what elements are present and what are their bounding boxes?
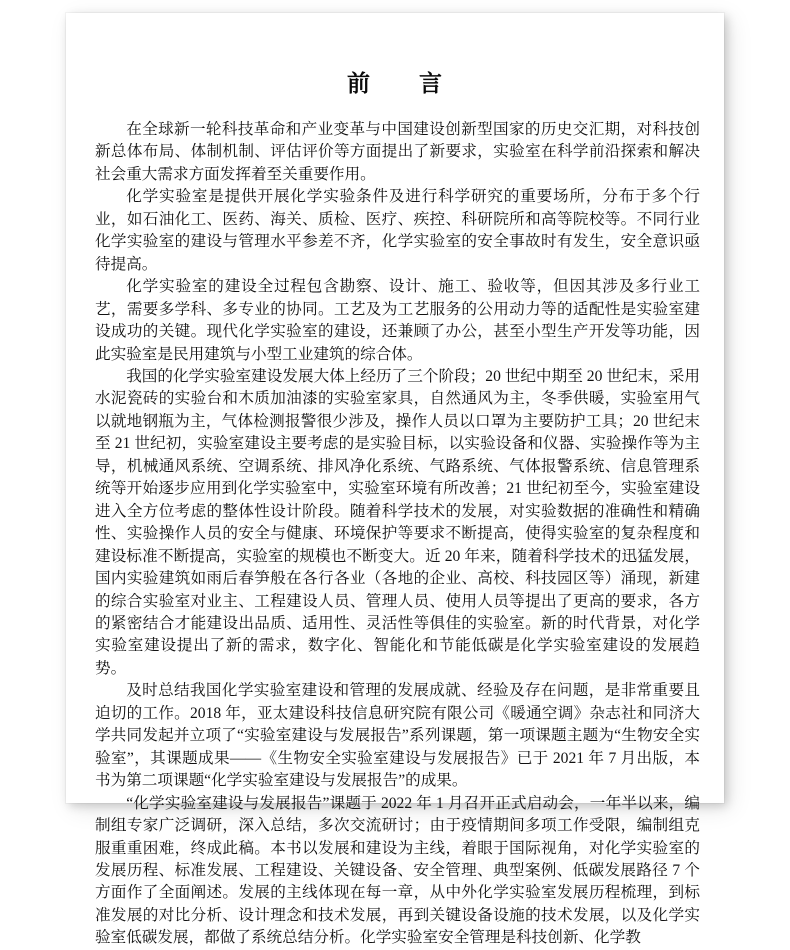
document-page xyxy=(66,13,724,947)
paragraph: 及时总结我国化学实验室建设和管理的发展成就、经验及存在问题，是非常重要且迫切的工作。2018 年，亚太建设科技信息研究院有限公司《暖通空调》杂志社和同济大学共同发起并立项了“实验室建设与发展报告”系列课题，第一项课题主题为“生物安全实验室”，其课题成果——《生物安全实验室建设与发展报告》已于 2021 年 7 月出版，本书为第二项课题“化学实验室建设与发展报告”的成果。 xyxy=(95,682,700,790)
paragraph: 在全球新一轮科技革命和产业变革与中国建设创新型国家的历史交汇期，对科技创新总体布局、体制机制、评估评价等方面提出了新要求，实验室在科学前沿探索和解决社会重大需求方面发挥着至关重要作用。 xyxy=(95,121,700,183)
paragraph: 化学实验室的建设全过程包含勘察、设计、施工、验收等，但因其涉及多行业工艺，需要多学科、多专业的协同。工艺及为工艺服务的公用动力等的适配性是实验室建设成功的关键。现代化学实验室的建设，还兼顾了办公，甚至小型生产开发等功能，因此实验室是民用建筑与小型工业建筑的综合体。 xyxy=(95,278,700,363)
page-title: 前 言 xyxy=(347,71,443,96)
document-body xyxy=(95,119,700,950)
paragraph: “化学实验室建设与发展报告”课题于 2022 年 1 月召开正式启动会，一年半以来，编制组专家广泛调研，深入总结，多次交流研讨；由于疫情期间多项工作受限，编制组克服重重困难，终成此稿。本书以发展和建设为主线，着眼于国际视角，对化学实验室的发展历程、标准发展、工程建设、关键设备、安全管理、典型案例、低碳发展路径 7 个方面作了全面阐述。发展的主线体现在每一章，从中外化学实验室发展历程梳理，到标准发展的对比分析、设计理念和技术发展，再到关键设备设施的技术发展，以及化学实验室低碳发展，都做了系统总结分析。化学实验室安全管理是科技创新、化学教 xyxy=(95,794,700,947)
paragraph: 我国的化学实验室建设发展大体上经历了三个阶段；20 世纪中期至 20 世纪末，采用水泥瓷砖的实验台和木质加油漆的实验室家具，自然通风为主，冬季供暖，实验室用气以就地钢瓶为主，气体检测报警很少涉及，操作人员以口罩为主要防护工具；20 世纪末至 21 世纪初，实验室建设主要考虑的是实验目标，以实验设备和仪器、实验操作等为主导，机械通风系统、空调系统、排风净化系统、气路系统、气体报警系统、信息管理系统等开始逐步应用到化学实验室中，实验室环境有所改善；21 世纪初至今，实验室建设进入全方位考虑的整体性设计阶段。随着科学技术的发展，对实验数据的准确性和精确性、实验操作人员的安全与健康、环境保护等要求不断提高，使得实验室的复杂程度和建设标准不断提高，实验室的规模也不断变大。近 20 年来，随着科学技术的迅猛发展，国内实验建筑如雨后春笋般在各行各业（各地的企业、高校、科技园区等）涌现，新建的综合实验室对业主、工程建设人员、管理人员、使用人员等提出了更高的要求，各方的紧密结合才能建设出品质、适用性、灵活性等俱佳的实验室。新的时代背景，对化学实验室建设提出了新的需求，数字化、智能化和节能低碳是化学实验室建设的发展趋势。 xyxy=(95,367,700,677)
paragraph: 化学实验室是提供开展化学实验条件及进行科学研究的重要场所，分布于多个行业，如石油化工、医药、海关、质检、医疗、疾控、科研院所和高等院校等。不同行业化学实验室的建设与管理水平参差不齐，化学实验室的安全事故时有发生，安全意识亟待提高。 xyxy=(95,188,700,273)
page-content-area xyxy=(66,13,724,947)
